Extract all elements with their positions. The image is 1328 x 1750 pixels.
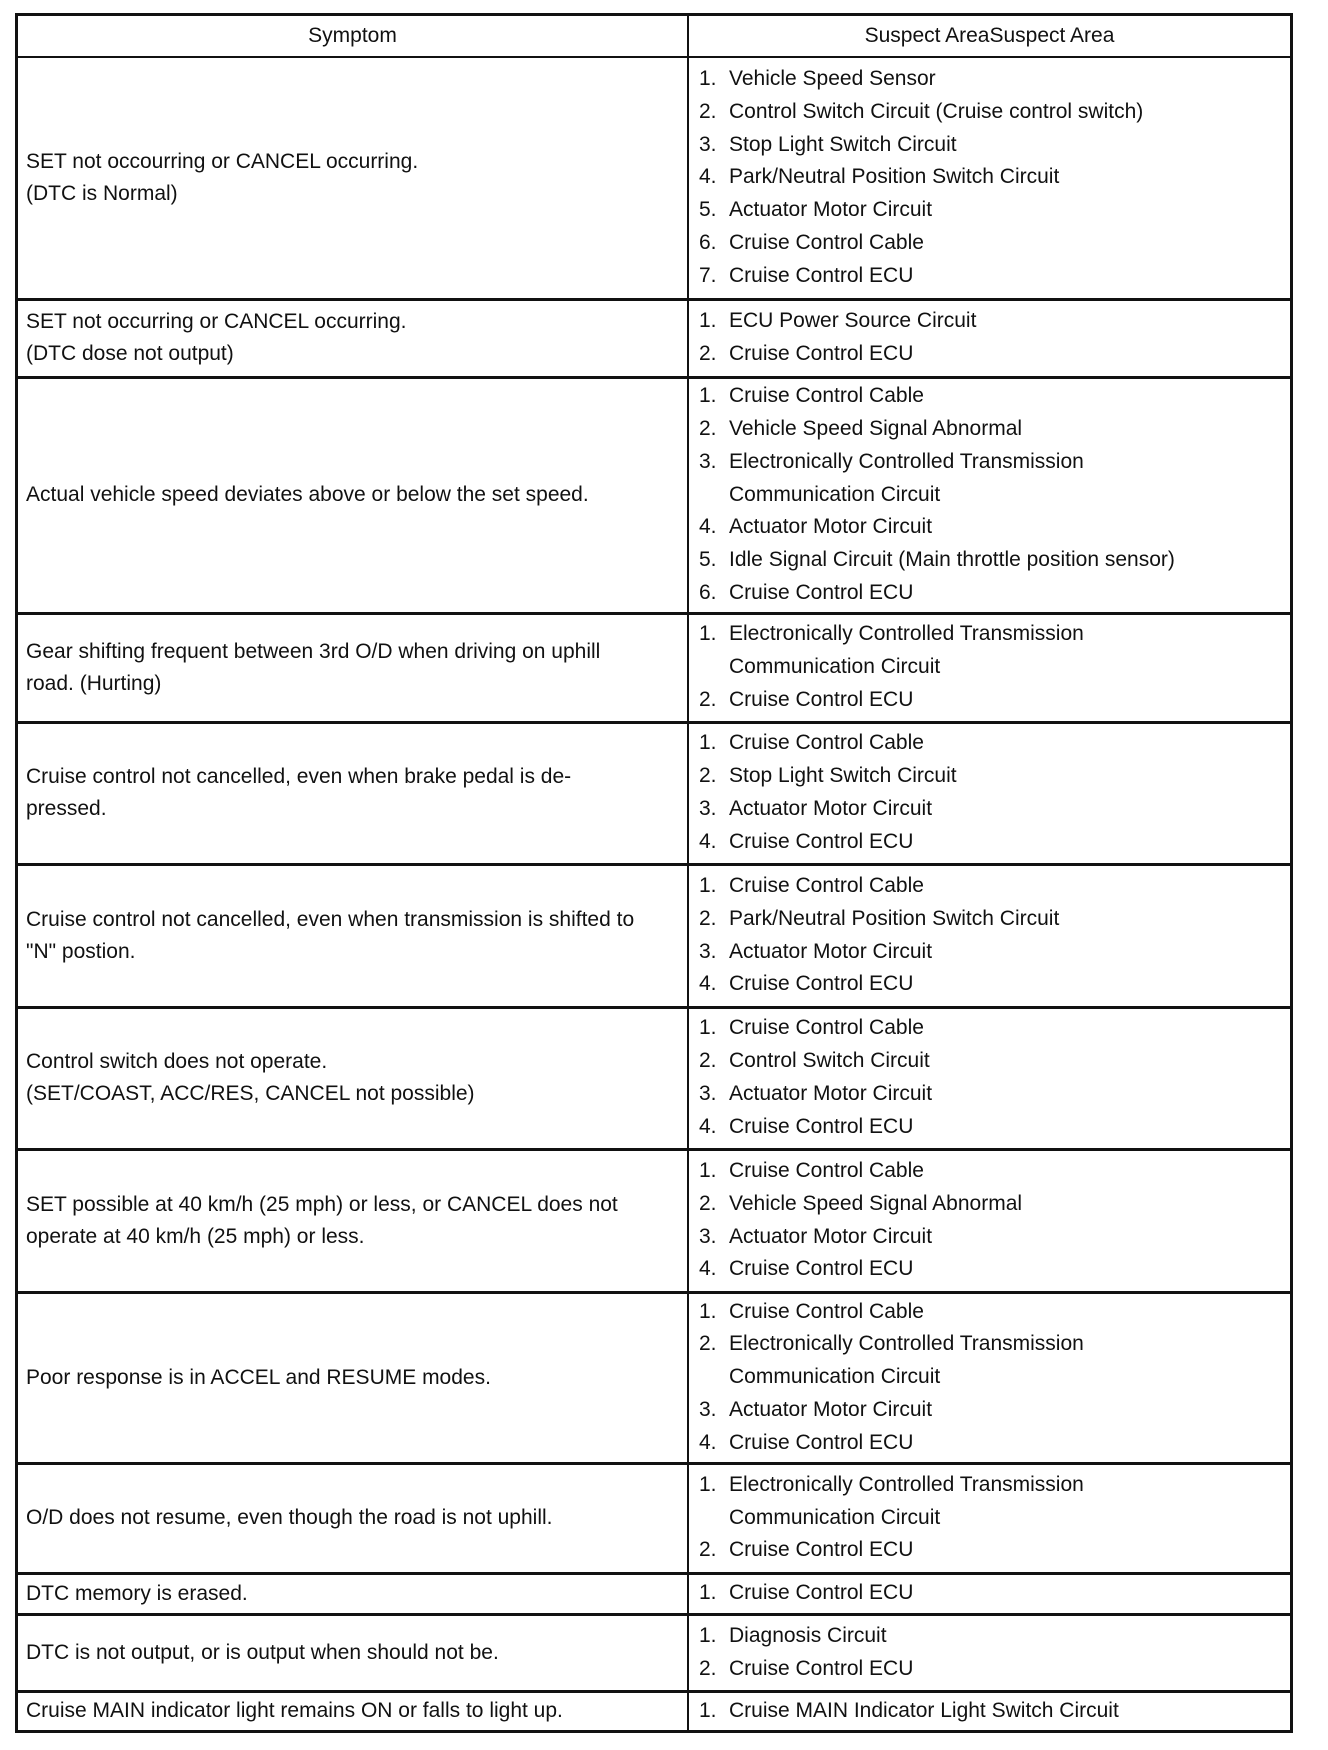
item-text: Cruise Control Cable xyxy=(729,1016,924,1040)
item-text: Cruise Control ECU xyxy=(729,342,914,365)
symptom-cell xyxy=(17,613,689,722)
item-text: Communication Circuit xyxy=(729,1505,941,1529)
suspect-area-item xyxy=(699,1296,1282,1329)
item-text: Cruise Control ECU xyxy=(729,1656,914,1680)
item-text: Communication Circuit xyxy=(729,1365,941,1389)
item-number: 3. xyxy=(699,1224,717,1248)
suspect-area-item xyxy=(699,1253,1282,1286)
symptom-line: SET not occurring or CANCEL occurring. xyxy=(26,310,407,333)
suspect-area-item xyxy=(699,684,1282,717)
suspect-area-item xyxy=(699,544,1282,577)
suspect-area-item xyxy=(699,446,1282,479)
item-text: Park/Neutral Position Switch Circuit xyxy=(729,165,1060,189)
suspect-area-item xyxy=(699,96,1282,129)
suspect-area-item xyxy=(699,577,1282,610)
item-text: Cruise Control ECU xyxy=(729,1257,914,1281)
suspect-area-item xyxy=(699,63,1282,96)
item-text: Cruise Control Cable xyxy=(729,384,924,408)
symptom-line: DTC memory is erased. xyxy=(26,1581,248,1605)
symptom-cell xyxy=(17,1573,689,1614)
symptom-cell xyxy=(17,1149,689,1292)
table-row xyxy=(17,299,1292,377)
item-number: 2. xyxy=(699,1049,717,1073)
symptom-line: (SET/COAST, ACC/RES, CANCEL not possible) xyxy=(26,1082,475,1105)
symptom-line: road. (Hurting) xyxy=(26,671,162,695)
suspect-area-item xyxy=(699,511,1282,544)
suspect-area-cell xyxy=(688,613,1292,722)
suspect-area-cell xyxy=(688,299,1292,377)
suspect-area-item xyxy=(699,1221,1282,1254)
item-text: Cruise Control ECU xyxy=(729,1114,914,1138)
item-number xyxy=(699,1361,729,1394)
symptom-cell xyxy=(17,1614,689,1691)
symptom-line: Actual vehicle speed deviates above or below the set speed. xyxy=(26,483,589,506)
symptom-cell xyxy=(17,1007,689,1149)
item-number: 2. xyxy=(699,1332,717,1356)
item-number: 4. xyxy=(699,1430,717,1454)
item-number: 1. xyxy=(699,1623,717,1647)
item-text: Idle Signal Circuit (Main throttle position sensor) xyxy=(729,548,1175,572)
symptom-cell xyxy=(17,1463,689,1573)
suspect-area-item xyxy=(699,727,1282,760)
suspect-area-item xyxy=(699,903,1282,936)
item-number: 2. xyxy=(699,1538,717,1562)
suspect-area-item xyxy=(699,479,1282,512)
item-number: 1. xyxy=(699,384,717,408)
suspect-area-cell xyxy=(688,1007,1292,1149)
item-number: 4. xyxy=(699,165,717,189)
table-row xyxy=(17,864,1292,1007)
item-text: ECU Power Source Circuit xyxy=(729,309,977,333)
item-number: 1. xyxy=(699,1158,717,1182)
item-number: 2. xyxy=(699,764,717,788)
item-text: Electronically Controlled Transmission xyxy=(729,1472,1084,1496)
suspect-area-item xyxy=(699,227,1282,260)
item-text: Actuator Motor Circuit xyxy=(729,797,933,820)
suspect-area-item xyxy=(699,1328,1282,1361)
suspect-area-item xyxy=(699,1620,1282,1653)
suspect-area-cell xyxy=(688,1149,1292,1292)
item-text: Cruise Control ECU xyxy=(729,580,914,604)
suspect-area-item xyxy=(699,161,1282,194)
item-text: Vehicle Speed Sensor xyxy=(729,66,936,90)
suspect-area-cell xyxy=(688,57,1292,299)
item-text: Cruise Control ECU xyxy=(729,1538,914,1562)
symptom-cell xyxy=(17,299,689,377)
item-text: Electronically Controlled Transmission xyxy=(729,1332,1084,1356)
item-text: Vehicle Speed Signal Abnormal xyxy=(729,1191,1023,1215)
suspect-area-item xyxy=(699,1427,1282,1460)
symptom-line: Control switch does not operate. xyxy=(26,1050,328,1073)
suspect-area-item xyxy=(699,1111,1282,1144)
item-number: 4. xyxy=(699,1114,717,1138)
item-text: Vehicle Speed Signal Abnormal xyxy=(729,417,1023,440)
suspect-area-item xyxy=(699,1155,1282,1188)
item-text: Communication Circuit xyxy=(729,482,941,506)
table-row xyxy=(17,1149,1292,1292)
suspect-area-item xyxy=(699,129,1282,162)
item-number: 2. xyxy=(699,1656,717,1680)
suspect-area-item xyxy=(699,1078,1282,1111)
item-text: Actuator Motor Circuit xyxy=(729,1397,933,1421)
symptom-cell xyxy=(17,864,689,1007)
item-text: Cruise MAIN Indicator Light Switch Circuit xyxy=(729,1698,1119,1722)
item-number: 6. xyxy=(699,580,717,604)
symptom-cell xyxy=(17,1292,689,1463)
table-row xyxy=(17,57,1292,299)
suspect-area-item xyxy=(699,793,1282,826)
suspect-area-item xyxy=(699,1394,1282,1427)
symptom-line: Poor response is in ACCEL and RESUME modes. xyxy=(26,1365,491,1389)
suspect-area-item xyxy=(699,1653,1282,1686)
item-text: Cruise Control Cable xyxy=(729,1299,924,1323)
item-text: Actuator Motor Circuit xyxy=(729,1082,933,1105)
symptom-line: Cruise control not cancelled, even when transmission is shifted to xyxy=(26,907,635,931)
suspect-area-item xyxy=(699,1361,1282,1394)
item-number: 1. xyxy=(699,309,717,333)
item-number: 1. xyxy=(699,1698,717,1722)
suspect-area-item xyxy=(699,760,1282,793)
symptom-line: Cruise MAIN indicator light remains ON or falls to light up. xyxy=(26,1699,563,1722)
symptom-line: (DTC dose not output) xyxy=(26,342,234,365)
item-number: 4. xyxy=(699,829,717,853)
item-number: 1. xyxy=(699,66,717,90)
item-text: Park/Neutral Position Switch Circuit xyxy=(729,906,1060,930)
symptom-line: pressed. xyxy=(26,797,107,820)
suspect-area-item xyxy=(699,1188,1282,1221)
item-number: 1. xyxy=(699,731,717,755)
suspect-area-item xyxy=(699,260,1282,293)
header-symptom: Symptom xyxy=(17,15,689,58)
item-text: Cruise Control ECU xyxy=(729,263,914,287)
item-number: 2. xyxy=(699,906,717,930)
item-text: Communication Circuit xyxy=(729,655,941,679)
item-text: Stop Light Switch Circuit xyxy=(729,764,957,788)
suspect-area-item xyxy=(699,194,1282,227)
item-number xyxy=(699,651,729,684)
symptom-line: SET not occourring or CANCEL occurring. xyxy=(26,149,419,173)
item-number: 6. xyxy=(699,230,717,254)
item-number: 1. xyxy=(699,622,717,646)
header-row xyxy=(17,15,1292,58)
suspect-area-item xyxy=(699,936,1282,969)
suspect-area-item xyxy=(699,870,1282,903)
suspect-area-item xyxy=(699,338,1282,371)
suspect-area-item xyxy=(699,651,1282,684)
item-text: Diagnosis Circuit xyxy=(729,1623,887,1647)
suspect-area-item xyxy=(699,1695,1282,1728)
suspect-area-item xyxy=(699,1502,1282,1535)
item-number: 1. xyxy=(699,1299,717,1323)
symptom-cell xyxy=(17,722,689,864)
item-number: 2. xyxy=(699,1191,717,1215)
symptom-table xyxy=(15,13,1293,1733)
suspect-area-item xyxy=(699,413,1282,446)
item-number: 2. xyxy=(699,342,717,365)
suspect-area-cell xyxy=(688,1573,1292,1614)
table-row xyxy=(17,377,1292,613)
item-number: 3. xyxy=(699,939,717,963)
item-text: Cruise Control ECU xyxy=(729,829,914,853)
table-row xyxy=(17,1007,1292,1149)
item-text: Control Switch Circuit xyxy=(729,1049,930,1073)
item-number: 3. xyxy=(699,132,717,156)
suspect-area-item xyxy=(699,1045,1282,1078)
item-text: Actuator Motor Circuit xyxy=(729,939,933,963)
item-number: 1. xyxy=(699,1472,717,1496)
item-number: 4. xyxy=(699,972,717,996)
symptom-cell xyxy=(17,57,689,299)
item-text: Cruise Control ECU xyxy=(729,972,914,996)
suspect-area-item xyxy=(699,305,1282,338)
table-row xyxy=(17,1463,1292,1573)
suspect-area-item xyxy=(699,826,1282,859)
item-number: 2. xyxy=(699,99,717,123)
item-text: Cruise Control ECU xyxy=(729,1581,914,1605)
item-number: 1. xyxy=(699,1581,717,1605)
symptom-line: O/D does not resume, even though the road is not uphill. xyxy=(26,1506,553,1529)
suspect-area-cell xyxy=(688,1691,1292,1731)
symptom-line: (DTC is Normal) xyxy=(26,181,178,205)
item-text: Cruise Control Cable xyxy=(729,230,924,254)
suspect-area-item xyxy=(699,968,1282,1001)
item-number: 5. xyxy=(699,548,717,572)
suspect-area-item xyxy=(699,380,1282,413)
symptom-line: SET possible at 40 km/h (25 mph) or less, or CANCEL does not xyxy=(26,1192,618,1216)
header-suspect-area: Suspect AreaSuspect Area xyxy=(688,15,1292,58)
symptom-line: "N" postion. xyxy=(26,939,136,963)
table-row xyxy=(17,1573,1292,1614)
suspect-area-item xyxy=(699,618,1282,651)
item-text: Electronically Controlled Transmission xyxy=(729,622,1084,646)
symptom-line: operate at 40 km/h (25 mph) or less. xyxy=(26,1224,365,1248)
item-number: 3. xyxy=(699,449,717,473)
table-row xyxy=(17,1691,1292,1731)
symptom-line: Gear shifting frequent between 3rd O/D when driving on uphill xyxy=(26,639,601,663)
item-number: 1. xyxy=(699,1016,717,1040)
symptom-cell xyxy=(17,1691,689,1731)
suspect-area-item xyxy=(699,1012,1282,1045)
item-text: Cruise Control Cable xyxy=(729,1158,924,1182)
item-text: Stop Light Switch Circuit xyxy=(729,132,957,156)
suspect-area-item xyxy=(699,1577,1282,1610)
suspect-area-cell xyxy=(688,377,1292,613)
suspect-area-cell xyxy=(688,1292,1292,1463)
item-number: 4. xyxy=(699,515,717,539)
item-text: Actuator Motor Circuit xyxy=(729,1224,933,1248)
suspect-area-cell xyxy=(688,1463,1292,1573)
symptom-cell xyxy=(17,377,689,613)
suspect-area-cell xyxy=(688,1614,1292,1691)
table-row xyxy=(17,722,1292,864)
suspect-area-item xyxy=(699,1534,1282,1567)
symptom-line: DTC is not output, or is output when should not be. xyxy=(26,1640,499,1664)
item-text: Actuator Motor Circuit xyxy=(729,198,933,222)
item-number xyxy=(699,479,729,512)
item-number: 1. xyxy=(699,873,717,897)
item-text: Cruise Control ECU xyxy=(729,687,914,711)
table-row xyxy=(17,1614,1292,1691)
item-number: 3. xyxy=(699,797,717,820)
suspect-area-cell xyxy=(688,722,1292,864)
suspect-area-cell xyxy=(688,864,1292,1007)
item-number: 5. xyxy=(699,198,717,222)
table-row xyxy=(17,1292,1292,1463)
item-text: Actuator Motor Circuit xyxy=(729,515,933,539)
item-text: Electronically Controlled Transmission xyxy=(729,449,1084,473)
item-text: Cruise Control ECU xyxy=(729,1430,914,1454)
item-number: 2. xyxy=(699,417,717,440)
symptom-line: Cruise control not cancelled, even when brake pedal is de- xyxy=(26,765,572,788)
item-number xyxy=(699,1502,729,1535)
suspect-area-item xyxy=(699,1469,1282,1502)
item-number: 3. xyxy=(699,1082,717,1105)
item-text: Cruise Control Cable xyxy=(729,731,924,755)
item-text: Cruise Control Cable xyxy=(729,873,924,897)
item-number: 3. xyxy=(699,1397,717,1421)
item-number: 2. xyxy=(699,687,717,711)
item-number: 4. xyxy=(699,1257,717,1281)
item-text: Control Switch Circuit (Cruise control switch) xyxy=(729,99,1144,123)
item-number: 7. xyxy=(699,263,717,287)
table-row xyxy=(17,613,1292,722)
